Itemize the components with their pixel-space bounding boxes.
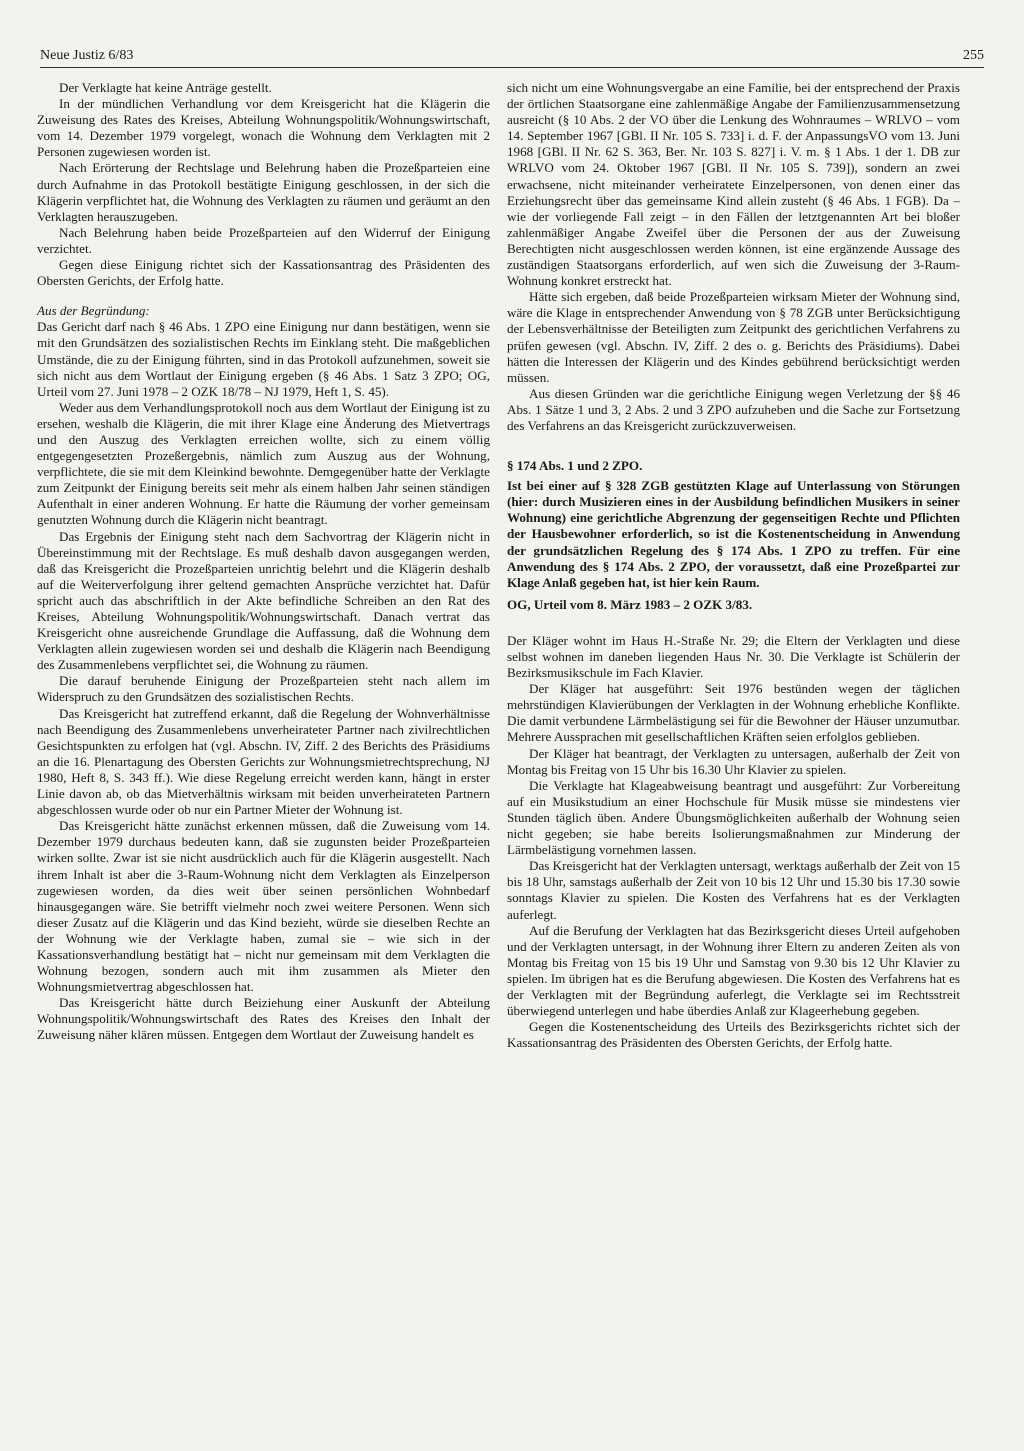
page-number: 255 [963,48,984,63]
paragraph: Das Kreisgericht hätte zunächst erkennen müssen, daß die Zuweisung vom 14. Dezember 1979 durchaus bedeuten kann, daß sie zugunsten beider Prozeßparteien wirken sollte. Zwar ist sie nicht ausdrücklich auch für die Klägerin ausgestellt. Nach ihrem Inhalt ist aber die 3-Raum-Wohnung nicht dem Verklagten als Einzelperson zugewiesen worden, da dies weit über seinen persönlichen Wohnbedarf hinausgegangen wäre. Sie betrifft vielmehr noch zwei weitere Personen. Wenn sich dieser Zusatz auf die Klägerin und das Kind bezieht, würde sie dieselben Rechte an der Wohnung wie der Verklagte haben, zumal sie – wie sich in der Kassationsverhandlung bestätigt hat – nicht nur gemeinsam mit dem Verklagten die Wohnung bezogen, sondern auch mit ihm zusammen als Mieter den Wohnungsmietvertrag abgeschlossen hat. [37,818,490,995]
decision-citation: OG, Urteil vom 8. März 1983 – 2 OZK 3/83. [507,596,753,612]
paragraph: Hätte sich ergeben, daß beide Prozeßparteien wirksam Mieter der Wohnung sind, wäre die Klage in entsprechender Anwendung von § 78 ZGB unter Berücksichtigung der Lebensverhältnisse der Beteiligten zum Zeitpunkt des gerichtlichen Verfahrens zu prüfen gewesen (vgl. Abschn. IV, Ziff. 2 des o. g. Berichts des Präsidiums). Dabei hätten die Interessen der Klägerin und des Kindes gebührend berücksichtigt werden müssen. [507,289,960,385]
paragraph: Das Kreisgericht hat zutreffend erkannt, daß die Regelung der Wohnverhältnisse nach Beendigung des Zusammenlebens unverheirateter Partner nach zivilrechtlichen Gesichtspunkten zu erfolgen hat (vgl. Abschn. IV, Ziff. 2 des Berichts des Präsidiums an die 16. Plenartagung des Obersten Gerichts zur Wohnungsmietrechtsprechung, NJ 1980, Heft 8, S. 343 ff.). Wie diese Regelung erreicht werden kann, hängt in erster Linie davon ab, ob das Mietverhältnis wirksam mit beiden unverheirateten Partnern abgeschlossen wurde oder ob nur ein Partner Mieter der Wohnung ist. [37,705,490,818]
paragraph: Nach Belehrung haben beide Prozeßparteien auf den Widerruf der Einigung verzichtet. [37,224,490,256]
paragraph: Der Kläger hat beantragt, der Verklagten zu untersagen, außerhalb der Zeit von Montag bis Freitag von 15 Uhr bis 16.30 Uhr Klavier zu spielen. [507,745,960,777]
paragraph: Gegen die Kostenentscheidung des Urteils des Bezirksgerichts richtet sich der Kassationsantrag des Präsidenten des Obersten Gerichts, der Erfolg hatte. [507,1019,960,1051]
paragraph: Die Verklagte hat Klageabweisung beantragt und ausgeführt: Zur Vorbereitung auf ein Musikstudium an einer Hochschule für Musik müsse sie mindestens vier Stunden täglich üben. Andere Übungsmöglichkeiten außerhalb der Wohnung seien nicht gegeben; sie habe bereits Isolierungsmaßnahmen zur Minderung der Lärmbelästigung vornehmen lassen. [507,777,960,858]
right-column [507,80,960,1051]
paragraph: Das Gericht darf nach § 46 Abs. 1 ZPO eine Einigung nur dann bestätigen, wenn sie mit den Grundsätzen des sozialistischen Rechts im Einklang steht. Die maßgeblichen Umstände, die zu der Einigung führten, sind in das Protokoll aufzunehmen, soweit sie sich nicht aus dem Wortlaut der Einigung ergeben (§ 46 Abs. 1 Satz 3 ZPO; OG, Urteil vom 27. Juni 1978 – 2 OZK 18/78 – NJ 1979, Heft 1, S. 45). [37,319,490,399]
statute-reference: § 174 Abs. 1 und 2 ZPO. [507,458,643,474]
left-column [37,80,490,1044]
paragraph: Das Kreisgericht hätte durch Beiziehung einer Auskunft der Abteilung Wohnungspolitik/Wohnungswirtschaft des Rates des Kreises den Inhalt der Zuweisung näher klären müssen. Entgegen dem Wortlaut der Zuweisung handelt es [37,995,490,1043]
header-rule [40,67,984,68]
paragraph: Auf die Berufung der Verklagten hat das Bezirksgericht dieses Urteil aufgehoben und der Verklagten untersagt, in der Wohnung ihrer Eltern zu anderen Zeiten als von Montag bis Freitag von 15 bis 19 Uhr und Samstag von 9.30 bis 12 Uhr Klavier zu spielen. Im übrigen hat es die Berufung abgewiesen. Die Kosten des Verfahrens hat es der Verklagten mit der Begründung auferlegt, die Verklagte sei im Rechtsstreit überwiegend unterlegen und habe überdies Anlaß zur Klageerhebung gegeben. [507,922,960,1019]
journal-title: Neue Justiz 6/83 [40,48,134,63]
paragraph: sich nicht um eine Wohnungsvergabe an eine Familie, bei der entsprechend der Praxis der örtlichen Staatsorgane eine zahlenmäßige Angabe der Familienzusammensetzung ausreicht (§ 10 Abs. 2 der VO über die Lenkung des Wohnraumes – WRLVO – vom 14. September 1967 [GBl. II Nr. 105 S. 733] i. d. F. der AnpassungsVO vom 13. Juni 1968 [GBl. II Nr. 62 S. 363, Ber. Nr. 103 S. 827] i. V. m. § 1 Abs. 1 der 1. DB zur WRLVO vom 24. Oktober 1967 [GBl. II Nr. 105 S. 739]), sondern an zwei erwachsene, nicht miteinander verheiratete Einzelpersonen, von denen einer das Erziehungsrecht über das gemeinsame Kind allein zusteht (§ 46 Abs. 1 FGB). Da – wie der vorliegende Fall zeigt – in den Fällen der letztgenannten Art bei bloßer zahlenmäßiger Angabe Zweifel über die Personen der aus der Zuweisung Berechtigten nicht ausgeschlossen werden können, ist eine ergänzende Aussage des zuständigen Staatsorgans erforderlich, auf wen sich die Zuweisung der 3-Raum-Wohnung konkret erstreckt hat. [507,80,960,289]
section-heading: Aus der Begründung: [37,303,150,319]
paragraph: Gegen diese Einigung richtet sich der Kassationsantrag des Präsidenten des Obersten Gerichts, der Erfolg hatte. [37,257,490,289]
headnote: Ist bei einer auf § 328 ZGB gestützten Klage auf Unterlassung von Störungen (hier: durch Musizieren eines in der Ausbildung befindlichen Musikers in seiner Wohnung) eine gerichtliche Abgrenzung der gegenseitigen Rechte und Pflichten der Hausbewohner erforderlich, so ist die Kostenentscheidung in Anwendung der grundsätzlichen Regelung des § 174 Abs. 1 ZPO zu treffen. Für eine Anwendung des § 174 Abs. 2 ZPO, der voraussetzt, daß eine Prozeßpartei zur Klage Anlaß gegeben hat, ist hier kein Raum. [507,478,960,590]
paragraph: Nach Erörterung der Rechtslage und Belehrung haben die Prozeßparteien eine durch Aufnahme in das Protokoll bestätigte Einigung geschlossen, in der sich die Klägerin verpflichtet hat, die Wohnung des Verklagten zu räumen und geräumt an den Verklagten herauszugeben. [37,160,490,224]
paragraph: Die darauf beruhende Einigung der Prozeßparteien steht nach allem im Widerspruch zu den Grundsätzen des sozialistischen Rechts. [37,673,490,705]
paragraph: Der Kläger hat ausgeführt: Seit 1976 bestünden wegen der täglichen mehrstündigen Klavierübungen der Verklagten in der Wohnung erhebliche Konflikte. Die damit verbundene Lärmbelästigung sei für die Bewohner der Häuser unzumutbar. Mehrere Aussprachen mit gesellschaftlichen Kräften seien erfolglos geblieben. [507,681,960,745]
paragraph: Das Kreisgericht hat der Verklagten untersagt, werktags außerhalb der Zeit von 15 bis 18 Uhr, samstags außerhalb der Zeit von 10 bis 12 Uhr und 15.30 bis 17.30 sowie sonntags Klavier zu spielen. Die Kosten des Verfahrens hat es der Verklagten auferlegt. [507,858,960,922]
paragraph: Weder aus dem Verhandlungsprotokoll noch aus dem Wortlaut der Einigung ist zu ersehen, weshalb die Klägerin, die mit ihrer Klage eine Änderung des Mietvertrags und den Auszug des Verklagten erreichen wollte, sich zu einem völlig entgegengesetzten Prozeßergebnis, nämlich zum Auszug aus der Wohnung, verpflichtete, die sie mit dem Kleinkind bewohnte. Demgegenüber hatte der Verklagte zum Zeitpunkt der Einigung bereits seit mehr als einem halben Jahr seinen ständigen Aufenthalt in einer anderen Wohnung. Er hatte die Räumung der vorher gemeinsam genutzten Wohnung durch die Klägerin nicht beantragt. [37,399,490,528]
paragraph: Der Kläger wohnt im Haus H.-Straße Nr. 29; die Eltern der Verklagten und diese selbst wohnen im daneben liegenden Haus Nr. 30. Die Verklagte ist Schülerin der Bezirksmusikschule im Fach Klavier. [507,632,960,681]
paragraph: In der mündlichen Verhandlung vor dem Kreisgericht hat die Klägerin die Zuweisung des Rates des Kreises, Abteilung Wohnungspolitik/Wohnungswirtschaft, vom 14. Dezember 1979 vorgelegt, wonach die Wohnung dem Verklagten mit 2 Personen zugewiesen worden ist. [37,96,490,160]
paragraph: Der Verklagte hat keine Anträge gestellt. [59,80,272,95]
paragraph: Das Ergebnis der Einigung steht nach dem Sachvortrag der Klägerin nicht in Übereinstimmung mit der Rechtslage. Es muß deshalb davon ausgegangen werden, daß das Kreisgericht die Prozeßparteien unrichtig belehrt und die Klägerin deshalb auf die Weiterverfolgung ihrer geltend gemachten Ansprüche verzichtet hat. Dafür spricht auch das abschriftlich in der Akte befindliche Schreiben an den Rat des Kreises, Abteilung Wohnungspolitik/Wohnungswirtschaft. Danach vertrat das Kreisgericht ohne ausreichende Grundlage die Auffassung, daß die Wohnung dem Verklagten allein zugewiesen worden sei und deshalb die Klägerin nach Beendigung des Zusammenlebens verpflichtet sei, die Wohnung zu räumen. [37,528,490,673]
paragraph: Aus diesen Gründen war die gerichtliche Einigung wegen Verletzung der §§ 46 Abs. 1 Sätze 1 und 3, 2 Abs. 2 und 3 ZPO aufzuheben und die Sache zur Fortsetzung des Verfahrens an das Kreisgericht zurückzuverweisen. [507,385,960,433]
